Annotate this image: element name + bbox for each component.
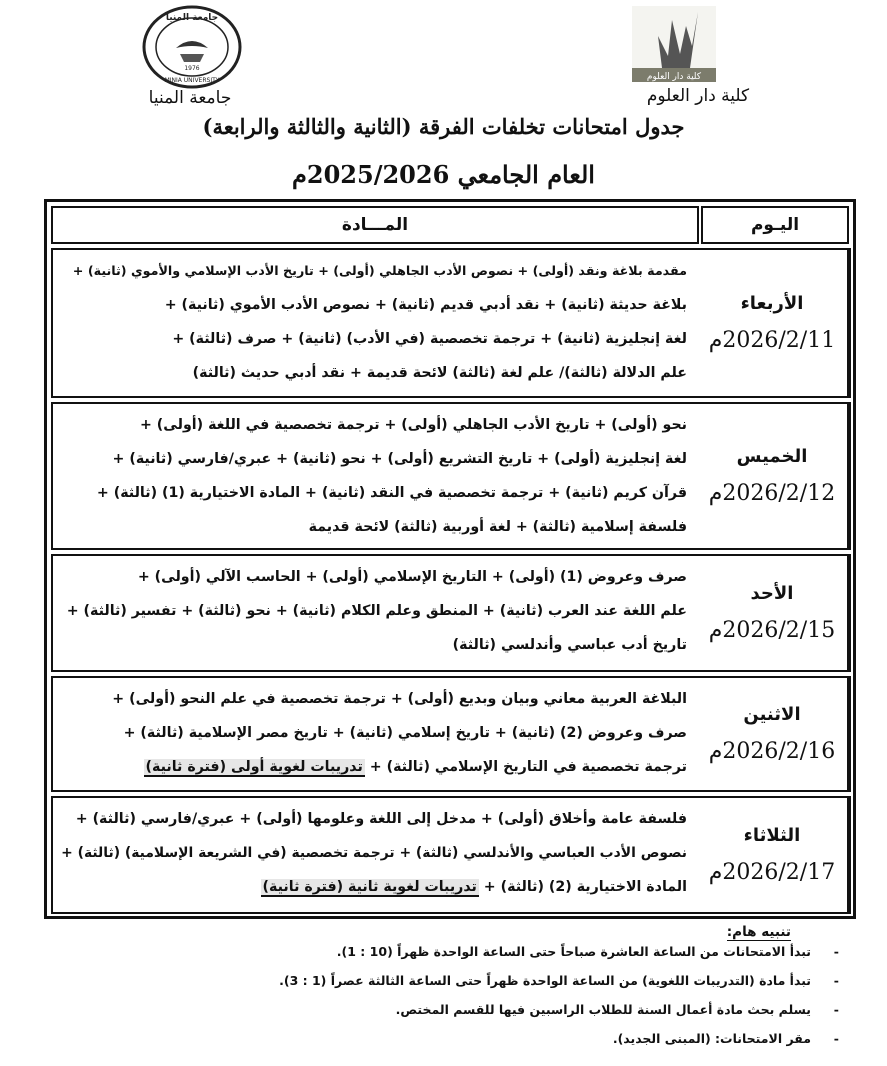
subjects-cell: [53, 404, 697, 548]
university-logo: [140, 4, 244, 90]
note-item: - يسلم بحث مادة أعمال السنة للطلاب الراسبين فيها للقسم المختص.: [79, 1002, 839, 1018]
subject-line-text: ترجمة تخصصية في التاريخ الإسلامي (ثالثة) +: [364, 759, 687, 775]
notes-list: [79, 944, 839, 1060]
day-name: الثلاثاء: [743, 825, 801, 846]
exam-schedule-table: [44, 199, 856, 919]
table-row: [51, 402, 851, 550]
table-row: [51, 796, 851, 914]
day-name: الاثنين: [743, 704, 801, 725]
subject-line: قرآن كريم (ثانية) + ترجمة تخصصية في النقد (ثانية) + المادة الاختيارية (1) (ثالثة) +: [96, 485, 687, 501]
table-row: [51, 676, 851, 792]
exam-date: 2026/2/15م: [708, 618, 836, 643]
day-name: الأحد: [750, 583, 794, 604]
column-header-subject: المـــادة: [51, 206, 699, 244]
subjects-cell: [53, 678, 697, 790]
exam-date: 2026/2/16م: [708, 739, 836, 764]
subjects-cell: [53, 250, 697, 396]
university-logo-text: جامعة المنيا: [165, 13, 219, 23]
subject-line: [61, 750, 687, 784]
day-cell: [697, 556, 849, 670]
highlighted-training-note: تدريبات لغوية ثانية (فترة ثانية): [262, 879, 477, 895]
highlighted-training-note: تدريبات لغوية أولى (فترة ثانية): [145, 759, 363, 775]
table-row: [51, 554, 851, 672]
exam-date: 2026/2/17م: [708, 860, 836, 885]
subject-line: لغة إنجليزية (أولى) + تاريخ التشريع (أولى) + نحو (ثانية) + عبري/فارسي (ثانية) +: [112, 451, 687, 467]
notes-title: تنبيه هام:: [726, 924, 791, 940]
subject-line-text: المادة الاختيارية (2) (ثالثة) +: [478, 879, 687, 895]
subject-line: بلاغة حديثة (ثانية) + نقد أدبي قديم (ثانية) + نصوص الأدب الأموي (ثانية) +: [164, 297, 687, 313]
faculty-name: كلية دار العلوم: [646, 86, 750, 106]
university-logo-year: 1976: [184, 65, 200, 72]
subject-line: البلاغة العربية معاني وبيان وبديع (أولى) + ترجمة تخصصية في علم النحو (أولى) +: [112, 691, 687, 707]
day-name: الأربعاء: [740, 293, 804, 314]
day-cell: [697, 404, 849, 548]
academic-year: العام الجامعي 2025/2026م: [292, 160, 595, 189]
subject-line: علم اللغة عند العرب (ثانية) + المنطق وعلم الكلام (ثانية) + نحو (ثالثة) + تفسير (ثالثة) +: [66, 603, 687, 619]
subject-line: صرف وعروض (2) (ثانية) + تاريخ إسلامي (ثانية) + تاريخ مصر الإسلامية (ثالثة) +: [123, 725, 687, 741]
page-title: جدول امتحانات تخلفات الفرقة (الثانية والثالثة والرابعة): [202, 114, 685, 139]
column-header-day: اليـوم: [701, 206, 849, 244]
university-name: جامعة المنيا: [148, 88, 232, 108]
note-item: - مقر الامتحانات: (المبنى الجديد).: [79, 1031, 839, 1047]
table-row: [51, 248, 851, 398]
subjects-cell: [53, 556, 697, 670]
subject-line: [61, 870, 687, 904]
faculty-logo-text: كلية دار العلوم: [646, 72, 702, 82]
subject-line: نحو (أولى) + تاريخ الأدب الجاهلي (أولى) + ترجمة تخصصية في اللغة (أولى) +: [139, 417, 687, 433]
subject-line: فلسفة عامة وأخلاق (أولى) + مدخل إلى اللغة وعلومها (أولى) + عبري/فارسي (ثالثة) +: [75, 811, 687, 827]
subject-line: تاريخ أدب عباسي وأندلسي (ثالثة): [452, 637, 687, 653]
day-name: الخميس: [736, 446, 808, 467]
subject-line: لغة إنجليزية (ثانية) + ترجمة تخصصية (في الأدب) (ثانية) + صرف (ثالثة) +: [172, 331, 687, 347]
day-cell: [697, 798, 849, 912]
note-item: - تبدأ الامتحانات من الساعة العاشرة صباحاً حتى الساعة الواحدة ظهراً (10 : 1).: [79, 944, 839, 960]
university-logo-latin: MINIA UNIVERSITY: [164, 77, 220, 84]
subject-line: علم الدلالة (ثالثة)/ علم لغة (ثالثة) لائحة قديمة + نقد أدبي حديث (ثالثة): [192, 365, 687, 381]
exam-date: 2026/2/11م: [708, 328, 836, 353]
note-item: - تبدأ مادة (التدريبات اللغوية) من الساعة الواحدة ظهراً حتى الساعة الثالثة عصراً (1 : 3).: [79, 973, 839, 989]
day-cell: [697, 678, 849, 790]
subject-line: فلسفة إسلامية (ثالثة) + لغة أوربية (ثالثة) لائحة قديمة: [308, 519, 687, 535]
day-cell: [697, 250, 849, 396]
subject-line: مقدمة بلاغة ونقد (أولى) + نصوص الأدب الجاهلي (أولى) + تاريخ الأدب الإسلامي والأموي (ثانية) +: [72, 263, 687, 278]
faculty-logo: [628, 6, 720, 88]
subject-line: صرف وعروض (1) (أولى) + التاريخ الإسلامي (أولى) + الحاسب الآلي (أولى) +: [137, 569, 687, 585]
subject-line: نصوص الأدب العباسي والأندلسي (ثالثة) + ترجمة تخصصية (في الشريعة الإسلامية) (ثالثة) +: [61, 845, 687, 861]
exam-date: 2026/2/12م: [708, 481, 836, 506]
subjects-cell: [53, 798, 697, 912]
